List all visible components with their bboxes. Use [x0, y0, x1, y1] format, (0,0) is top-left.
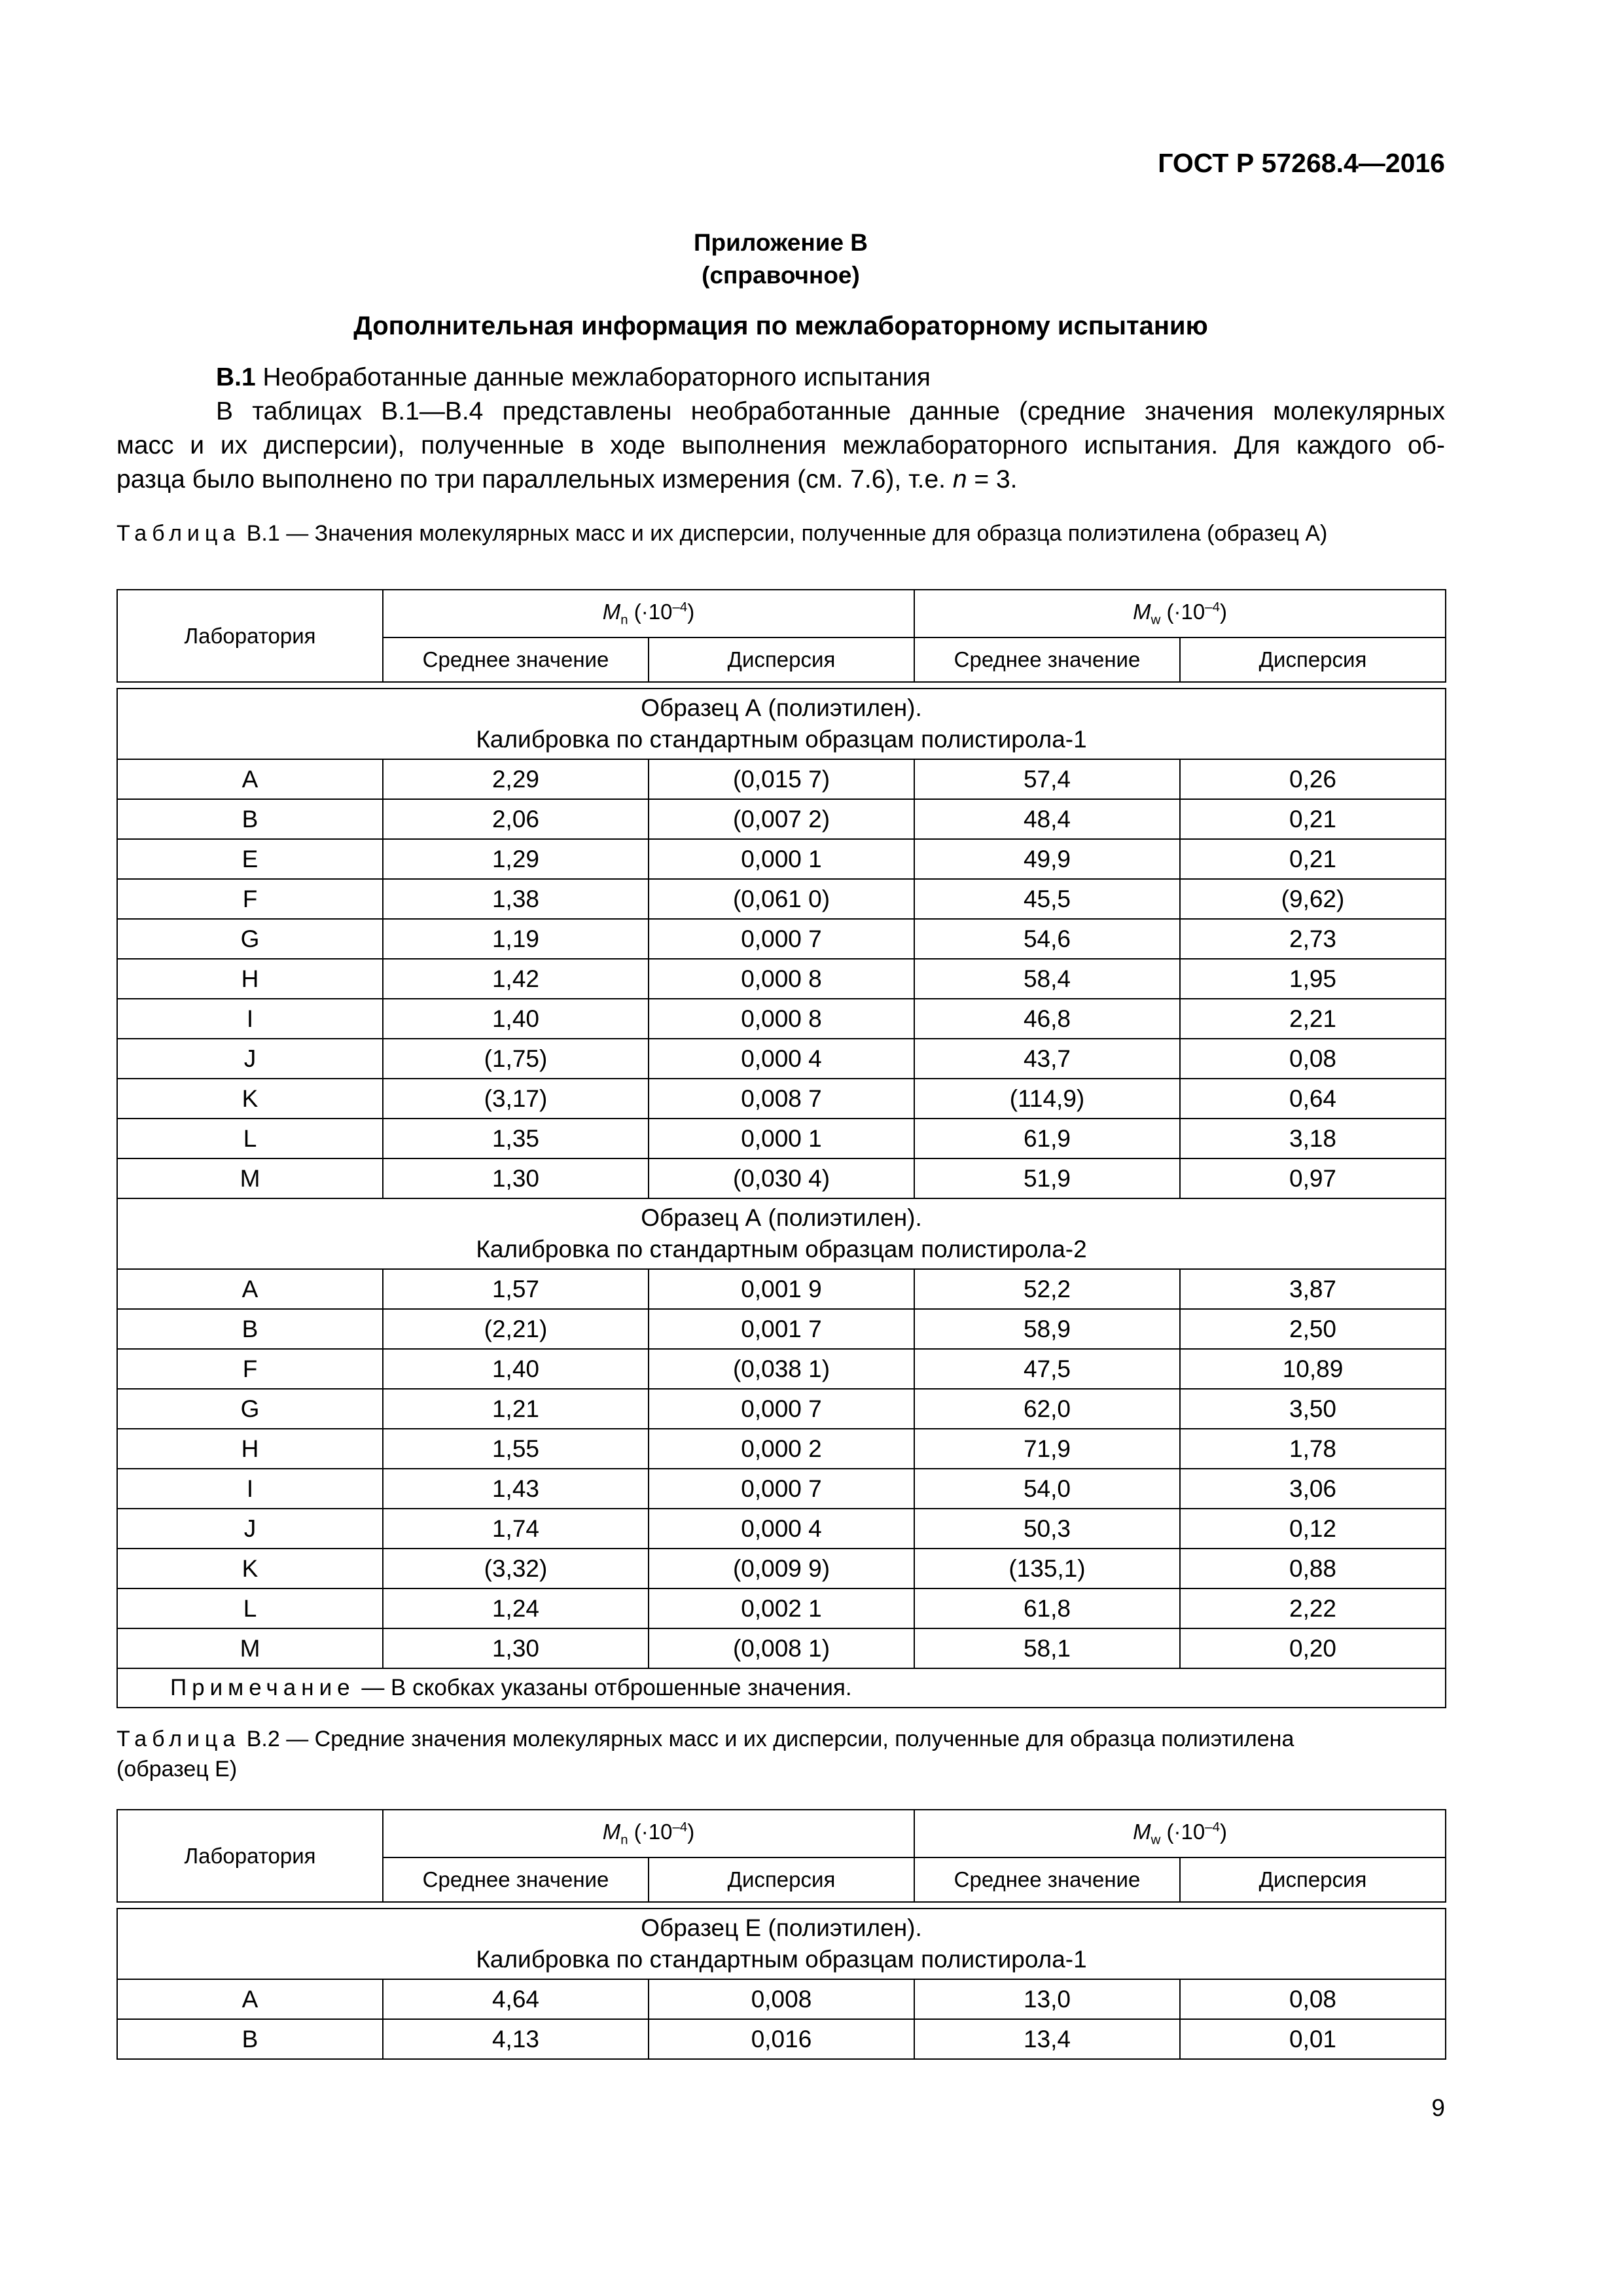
mn-sub: n — [620, 612, 628, 628]
table-row — [117, 1469, 1446, 1509]
cell-mn-dispersion: 0,000 1 — [649, 839, 914, 879]
header-mn-dispersion: Дисперсия — [649, 1857, 914, 1902]
cell-lab: H — [117, 1429, 383, 1469]
cell-mn-mean: 1,43 — [383, 1469, 649, 1509]
table1 — [116, 589, 1446, 1708]
table-row — [117, 839, 1446, 879]
cell-lab: L — [117, 1588, 383, 1628]
cell-mw-mean: 57,4 — [914, 759, 1180, 799]
cell-mn-mean: (3,32) — [383, 1549, 649, 1588]
cell-mn-mean: 1,35 — [383, 1119, 649, 1158]
cell-mn-mean: 1,57 — [383, 1269, 649, 1309]
cell-lab: I — [117, 1469, 383, 1509]
group-title — [117, 1198, 1446, 1269]
table2 — [116, 1809, 1446, 2060]
document-page — [116, 0, 1445, 2296]
mw-sub: w — [1150, 612, 1161, 628]
cell-mw-dispersion: 1,95 — [1180, 959, 1446, 999]
paragraph-line-1 — [116, 395, 1445, 429]
cell-lab: H — [117, 959, 383, 999]
cell-lab: G — [117, 919, 383, 959]
cell-mw-dispersion: 2,21 — [1180, 999, 1446, 1039]
header-mw — [914, 590, 1446, 637]
cell-mw-mean: (135,1) — [914, 1549, 1180, 1588]
table-row — [117, 1389, 1446, 1429]
factor: ) — [687, 1819, 695, 1844]
table-row — [117, 999, 1446, 1039]
cell-mn-mean: 1,55 — [383, 1429, 649, 1469]
cell-lab: M — [117, 1628, 383, 1668]
cell-mn-dispersion: (0,009 9) — [649, 1549, 914, 1588]
mw-sub: w — [1150, 1832, 1161, 1848]
table-row — [117, 1429, 1446, 1469]
table-row — [117, 1349, 1446, 1389]
cell-mw-dispersion: 1,78 — [1180, 1429, 1446, 1469]
header-mw-dispersion: Дисперсия — [1180, 637, 1446, 682]
group-title — [117, 689, 1446, 759]
cell-lab: F — [117, 879, 383, 919]
cell-mw-dispersion: 0,97 — [1180, 1158, 1446, 1198]
table-note — [117, 1668, 1446, 1708]
caption-text: В.1 — Значения молекулярных масс и их дисперсии, полученные для образца полиэтилена (образец А) — [240, 521, 1328, 546]
cell-mn-mean: 1,30 — [383, 1628, 649, 1668]
cell-mn-dispersion: 0,001 9 — [649, 1269, 914, 1309]
cell-mw-dispersion: 3,87 — [1180, 1269, 1446, 1309]
table-row — [117, 1549, 1446, 1588]
factor: ) — [687, 599, 695, 624]
header-mw-mean: Среднее значение — [914, 1857, 1180, 1902]
section-number: В.1 — [216, 363, 256, 391]
factor-exp: –4 — [672, 1819, 688, 1835]
cell-mn-dispersion: 0,000 4 — [649, 1039, 914, 1079]
table-row — [117, 1269, 1446, 1309]
mn-symbol: M — [602, 599, 621, 624]
header-mw-dispersion: Дисперсия — [1180, 1857, 1446, 1902]
cell-mn-mean: 1,40 — [383, 1349, 649, 1389]
paragraph-text: разца было выполнено по три параллельных измерения (см. 7.6), т.е. — [116, 465, 953, 493]
cell-mw-mean: 45,5 — [914, 879, 1180, 919]
cell-lab: A — [117, 1979, 383, 2019]
cell-mw-mean: (114,9) — [914, 1079, 1180, 1119]
cell-mn-dispersion: 0,000 7 — [649, 1389, 914, 1429]
cell-mn-dispersion: 0,008 7 — [649, 1079, 914, 1119]
group-title — [117, 1909, 1446, 1979]
table2-caption — [116, 1724, 1445, 1784]
cell-mn-dispersion: 0,000 2 — [649, 1429, 914, 1469]
cell-mn-mean: (2,21) — [383, 1309, 649, 1349]
cell-mw-mean: 46,8 — [914, 999, 1180, 1039]
note-word: Примечание — [170, 1675, 355, 1700]
cell-mw-mean: 71,9 — [914, 1429, 1180, 1469]
cell-lab: B — [117, 2019, 383, 2059]
cell-mw-dispersion: 0,88 — [1180, 1549, 1446, 1588]
header-lab: Лаборатория — [117, 1810, 383, 1902]
cell-mw-dispersion: 2,22 — [1180, 1588, 1446, 1628]
cell-lab: G — [117, 1389, 383, 1429]
cell-lab: K — [117, 1549, 383, 1588]
cell-mw-mean: 54,0 — [914, 1469, 1180, 1509]
group-title-line: Калибровка по стандартным образцам полистирола-1 — [476, 726, 1087, 753]
cell-mn-dispersion: 0,000 4 — [649, 1509, 914, 1549]
cell-mw-dispersion: 3,18 — [1180, 1119, 1446, 1158]
cell-mn-mean: 1,40 — [383, 999, 649, 1039]
header-mw-mean: Среднее значение — [914, 637, 1180, 682]
table-row — [117, 1158, 1446, 1198]
cell-mw-mean: 58,4 — [914, 959, 1180, 999]
page-number: 9 — [1431, 2094, 1445, 2121]
group-title-line: Калибровка по стандартным образцам полистирола-2 — [476, 1236, 1087, 1263]
cell-mw-mean: 61,8 — [914, 1588, 1180, 1628]
table-row — [117, 1979, 1446, 2019]
cell-mn-dispersion: 0,000 1 — [649, 1119, 914, 1158]
factor: (·10 — [628, 599, 673, 624]
table-row — [117, 959, 1446, 999]
cell-mw-mean: 13,4 — [914, 2019, 1180, 2059]
group-title-line: Калибровка по стандартным образцам полистирола-1 — [476, 1946, 1087, 1973]
cell-mw-mean: 47,5 — [914, 1349, 1180, 1389]
table-row — [117, 799, 1446, 839]
cell-mn-mean: 1,24 — [383, 1588, 649, 1628]
factor: (·10 — [1160, 599, 1205, 624]
header-mn-mean: Среднее значение — [383, 637, 649, 682]
cell-mn-dispersion: (0,007 2) — [649, 799, 914, 839]
cell-lab: A — [117, 759, 383, 799]
paragraph-text: В таблицах В.1—В.4 представлены необработанные данные (средние значения молекулярных — [216, 397, 1445, 425]
cell-lab: A — [117, 1269, 383, 1309]
cell-mn-dispersion: (0,061 0) — [649, 879, 914, 919]
section-heading-text: Необработанные данные межлабораторного испытания — [262, 363, 931, 391]
cell-mw-mean: 54,6 — [914, 919, 1180, 959]
cell-mn-dispersion: (0,030 4) — [649, 1158, 914, 1198]
cell-mw-mean: 50,3 — [914, 1509, 1180, 1549]
cell-mw-dispersion: 2,73 — [1180, 919, 1446, 959]
cell-mn-mean: 1,30 — [383, 1158, 649, 1198]
mn-sub: n — [620, 1832, 628, 1848]
factor: (·10 — [1160, 1819, 1205, 1844]
cell-mw-mean: 52,2 — [914, 1269, 1180, 1309]
table-row — [117, 759, 1446, 799]
header-separator — [117, 1902, 1446, 1909]
table-row — [117, 919, 1446, 959]
table-row — [117, 1588, 1446, 1628]
paragraph-line-3 — [116, 463, 1445, 497]
cell-mn-mean: 2,06 — [383, 799, 649, 839]
table-row — [117, 2019, 1446, 2059]
factor-exp: –4 — [1205, 599, 1220, 615]
cell-lab: I — [117, 999, 383, 1039]
cell-lab: B — [117, 1309, 383, 1349]
table-row — [117, 1309, 1446, 1349]
cell-mn-dispersion: 0,000 7 — [649, 1469, 914, 1509]
cell-mw-dispersion: 0,21 — [1180, 839, 1446, 879]
cell-lab: B — [117, 799, 383, 839]
cell-mw-mean: 43,7 — [914, 1039, 1180, 1079]
cell-mn-mean: (3,17) — [383, 1079, 649, 1119]
table-row — [117, 1119, 1446, 1158]
header-mw — [914, 1810, 1446, 1857]
group-title-line: Образец А (полиэтилен). — [641, 694, 922, 721]
cell-mw-mean: 51,9 — [914, 1158, 1180, 1198]
cell-mn-mean: 1,21 — [383, 1389, 649, 1429]
annex-kind: (справочное) — [702, 262, 860, 289]
cell-mw-dispersion: 0,08 — [1180, 1979, 1446, 2019]
annex-heading — [116, 226, 1445, 292]
cell-mw-mean: 58,9 — [914, 1309, 1180, 1349]
table-row — [117, 1039, 1446, 1079]
cell-mn-dispersion: (0,015 7) — [649, 759, 914, 799]
header-separator — [117, 682, 1446, 689]
factor-exp: –4 — [1205, 1819, 1220, 1835]
mw-symbol: M — [1133, 1819, 1151, 1844]
cell-mn-dispersion: (0,038 1) — [649, 1349, 914, 1389]
cell-mn-dispersion: (0,008 1) — [649, 1628, 914, 1668]
table-row — [117, 1628, 1446, 1668]
cell-mn-mean: 1,38 — [383, 879, 649, 919]
annex-title: Дополнительная информация по межлабораторному испытанию — [353, 312, 1208, 340]
caption-word: Таблица — [116, 521, 241, 546]
header-lab: Лаборатория — [117, 590, 383, 682]
cell-lab: E — [117, 839, 383, 879]
cell-mw-dispersion: 0,12 — [1180, 1509, 1446, 1549]
caption-word: Таблица — [116, 1727, 241, 1751]
cell-lab: J — [117, 1509, 383, 1549]
table-row — [117, 879, 1446, 919]
cell-mw-dispersion: 0,08 — [1180, 1039, 1446, 1079]
cell-mn-dispersion: 0,008 — [649, 1979, 914, 2019]
section-heading — [116, 361, 1445, 395]
caption-text: (образец E) — [116, 1757, 238, 1782]
cell-mn-dispersion: 0,000 7 — [649, 919, 914, 959]
cell-mw-dispersion: 0,26 — [1180, 759, 1446, 799]
cell-mn-mean: 4,64 — [383, 1979, 649, 2019]
n-symbol: n — [952, 465, 967, 493]
table-row — [117, 1079, 1446, 1119]
cell-mw-dispersion: (9,62) — [1180, 879, 1446, 919]
cell-mw-dispersion: 10,89 — [1180, 1349, 1446, 1389]
paragraph-line-2: масс и их дисперсии), полученные в ходе выполнения межлабораторного испытания. Для каждого об- — [116, 431, 1445, 459]
cell-mw-dispersion: 0,64 — [1180, 1079, 1446, 1119]
factor: ) — [1219, 599, 1227, 624]
mw-symbol: M — [1133, 599, 1151, 624]
cell-lab: M — [117, 1158, 383, 1198]
cell-mw-dispersion: 3,50 — [1180, 1389, 1446, 1429]
cell-mn-mean: 1,42 — [383, 959, 649, 999]
header-mn — [383, 1810, 914, 1857]
cell-mw-mean: 58,1 — [914, 1628, 1180, 1668]
cell-mw-mean: 13,0 — [914, 1979, 1180, 2019]
cell-mn-dispersion: 0,001 7 — [649, 1309, 914, 1349]
cell-mn-mean: 1,19 — [383, 919, 649, 959]
cell-mn-mean: 4,13 — [383, 2019, 649, 2059]
cell-mn-dispersion: 0,002 1 — [649, 1588, 914, 1628]
annex-label: Приложение В — [693, 229, 868, 256]
cell-lab: J — [117, 1039, 383, 1079]
cell-lab: L — [117, 1119, 383, 1158]
group-title-line: Образец E (полиэтилен). — [641, 1914, 922, 1941]
cell-mw-mean: 62,0 — [914, 1389, 1180, 1429]
cell-mw-mean: 48,4 — [914, 799, 1180, 839]
factor: ) — [1219, 1819, 1227, 1844]
cell-mn-mean: (1,75) — [383, 1039, 649, 1079]
paragraph-text: = 3. — [967, 465, 1018, 493]
cell-mw-dispersion: 0,20 — [1180, 1628, 1446, 1668]
cell-mw-mean: 49,9 — [914, 839, 1180, 879]
cell-mn-dispersion: 0,000 8 — [649, 959, 914, 999]
header-mn — [383, 590, 914, 637]
cell-mn-mean: 2,29 — [383, 759, 649, 799]
cell-mw-dispersion: 0,21 — [1180, 799, 1446, 839]
table1-caption — [116, 518, 1445, 548]
mn-symbol: M — [602, 1819, 621, 1844]
header-mn-dispersion: Дисперсия — [649, 637, 914, 682]
cell-mw-dispersion: 3,06 — [1180, 1469, 1446, 1509]
document-code: ГОСТ Р 57268.4—2016 — [1158, 148, 1445, 178]
note-text: — В скобках указаны отброшенные значения. — [355, 1675, 852, 1700]
cell-mn-dispersion: 0,000 8 — [649, 999, 914, 1039]
cell-mn-dispersion: 0,016 — [649, 2019, 914, 2059]
cell-mw-mean: 61,9 — [914, 1119, 1180, 1158]
cell-mw-dispersion: 0,01 — [1180, 2019, 1446, 2059]
group-title-line: Образец А (полиэтилен). — [641, 1204, 922, 1231]
factor-exp: –4 — [672, 599, 688, 615]
table-row — [117, 1509, 1446, 1549]
cell-mn-mean: 1,29 — [383, 839, 649, 879]
caption-text: В.2 — Средние значения молекулярных масс и их дисперсии, полученные для образца полиэтилена — [240, 1727, 1294, 1751]
header-mn-mean: Среднее значение — [383, 1857, 649, 1902]
cell-mw-dispersion: 2,50 — [1180, 1309, 1446, 1349]
cell-mn-mean: 1,74 — [383, 1509, 649, 1549]
cell-lab: K — [117, 1079, 383, 1119]
cell-lab: F — [117, 1349, 383, 1389]
factor: (·10 — [628, 1819, 673, 1844]
